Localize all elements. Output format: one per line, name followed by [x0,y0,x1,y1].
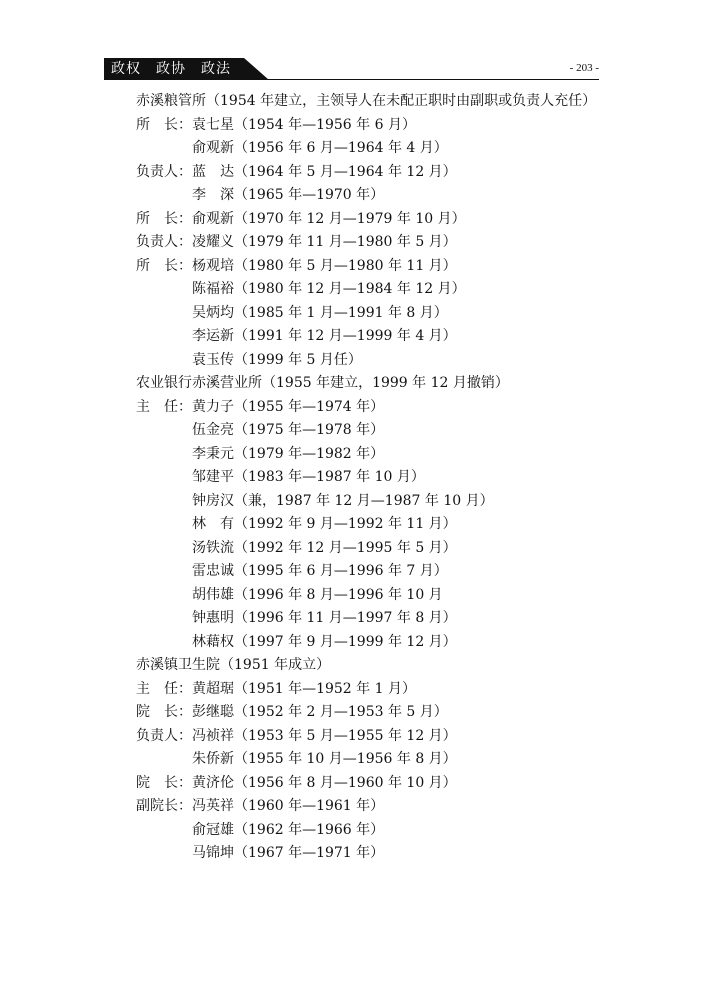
roster-entry [136,819,606,843]
person-tenure: 胡伟雄（1996 年 8 月—1996 年 10 月 [192,586,443,603]
person-tenure: 黄超琚（1951 年—1952 年 1 月） [192,680,416,697]
position-label: 所 长： [136,116,192,133]
person-tenure: 伍金亮（1975 年—1978 年） [192,422,385,438]
roster-list [136,90,606,866]
roster-entry [136,701,606,725]
roster-entry [136,419,606,443]
institution-heading-text: 农业银行赤溪营业所（1955 年建立，1999 年 12 月撤销） [136,375,509,391]
institution-heading [136,90,606,114]
roster-entry [136,302,606,326]
roster-entry [136,255,606,279]
roster-entry [136,678,606,702]
institution-heading-text: 赤溪粮管所（1954 年建立，主领导人在未配正职时由副职或负责人充任） [136,93,597,109]
person-tenure: 李 深（1965 年—1970 年） [192,187,385,203]
person-tenure: 林 有（1992 年 9 月—1992 年 11 月） [192,516,457,532]
roster-entry [136,161,606,185]
person-tenure: 袁玉传（1999 年 5 月任） [192,351,362,368]
institution-heading [136,654,606,678]
roster-entry [136,443,606,467]
person-tenure: 袁七星（1954 年—1956 年 6 月） [192,116,416,133]
person-tenure: 陈福裕（1980 年 12 月—1984 年 12 月） [192,281,466,297]
person-tenure: 俞冠雄（1962 年—1966 年） [192,821,385,838]
roster-entry [136,584,606,608]
person-tenure: 李运新（1991 年 12 月—1999 年 4 月） [192,328,457,344]
roster-entry [136,137,606,161]
roster-entry [136,396,606,420]
person-tenure: 邹建平（1983 年—1987 年 10 月） [192,469,425,485]
person-tenure: 黄济伦（1956 年 8 月—1960 年 10 月） [192,774,457,791]
person-tenure: 朱侨新（1955 年 10 月—1956 年 8 月） [192,751,457,767]
roster-entry [136,466,606,490]
person-tenure: 雷忠诚（1995 年 6 月—1996 年 7 月） [192,563,448,579]
person-tenure: 俞观新（1970 年 12 月—1979 年 10 月） [192,210,466,227]
person-tenure: 钟房汉（兼，1987 年 12 月—1987 年 10 月） [192,492,494,509]
person-tenure: 俞观新（1956 年 6 月—1964 年 4 月） [192,140,448,156]
roster-entry [136,208,606,232]
position-label: 负责人： [136,234,192,250]
position-label: 副院长： [136,798,192,814]
roster-entry [136,537,606,561]
person-tenure: 李秉元（1979 年—1982 年） [192,445,385,462]
person-tenure: 冯英祥（1960 年—1961 年） [192,798,385,814]
position-label: 负责人： [136,163,192,180]
person-tenure: 钟惠明（1996 年 11 月—1997 年 8 月） [192,610,457,626]
position-label: 主 任： [136,398,192,415]
institution-heading-text: 赤溪镇卫生院（1951 年成立） [136,657,331,673]
roster-entry [136,607,606,631]
roster-entry [136,325,606,349]
roster-entry [136,748,606,772]
position-label: 所 长： [136,210,192,227]
roster-entry [136,490,606,514]
position-label: 所 长： [136,257,192,274]
roster-entry [136,278,606,302]
running-header-title: 政权 政协 政法 [111,61,231,77]
roster-entry [136,772,606,796]
position-label: 负责人： [136,727,192,744]
roster-entry [136,631,606,655]
person-tenure: 冯祯祥（1953 年 5 月—1955 年 12 月） [192,727,457,744]
roster-entry [136,560,606,584]
roster-entry [136,231,606,255]
roster-entry [136,795,606,819]
roster-entry [136,184,606,208]
roster-entry [136,513,606,537]
roster-entry [136,725,606,749]
roster-entry [136,349,606,373]
person-tenure: 蓝 达（1964 年 5 月—1964 年 12 月） [192,163,457,180]
person-tenure: 彭继聪（1952 年 2 月—1953 年 5 月） [192,704,448,720]
roster-entry [136,114,606,138]
person-tenure: 林藉权（1997 年 9 月—1999 年 12 月） [192,633,457,650]
page-number: - 203 - [569,62,599,74]
person-tenure: 凌耀义（1979 年 11 月—1980 年 5 月） [192,234,457,250]
header-rule [104,79,599,80]
roster-entry [136,842,606,866]
institution-heading [136,372,606,396]
person-tenure: 马锦坤（1967 年—1971 年） [192,845,385,861]
position-label: 院 长： [136,774,192,791]
position-label: 主 任： [136,680,192,697]
person-tenure: 黄力子（1955 年—1974 年） [192,398,385,415]
person-tenure: 吴炳均（1985 年 1 月—1991 年 8 月） [192,304,448,321]
person-tenure: 汤铁流（1992 年 12 月—1995 年 5 月） [192,539,457,556]
position-label: 院 长： [136,704,192,720]
person-tenure: 杨观培（1980 年 5 月—1980 年 11 月） [192,257,457,274]
